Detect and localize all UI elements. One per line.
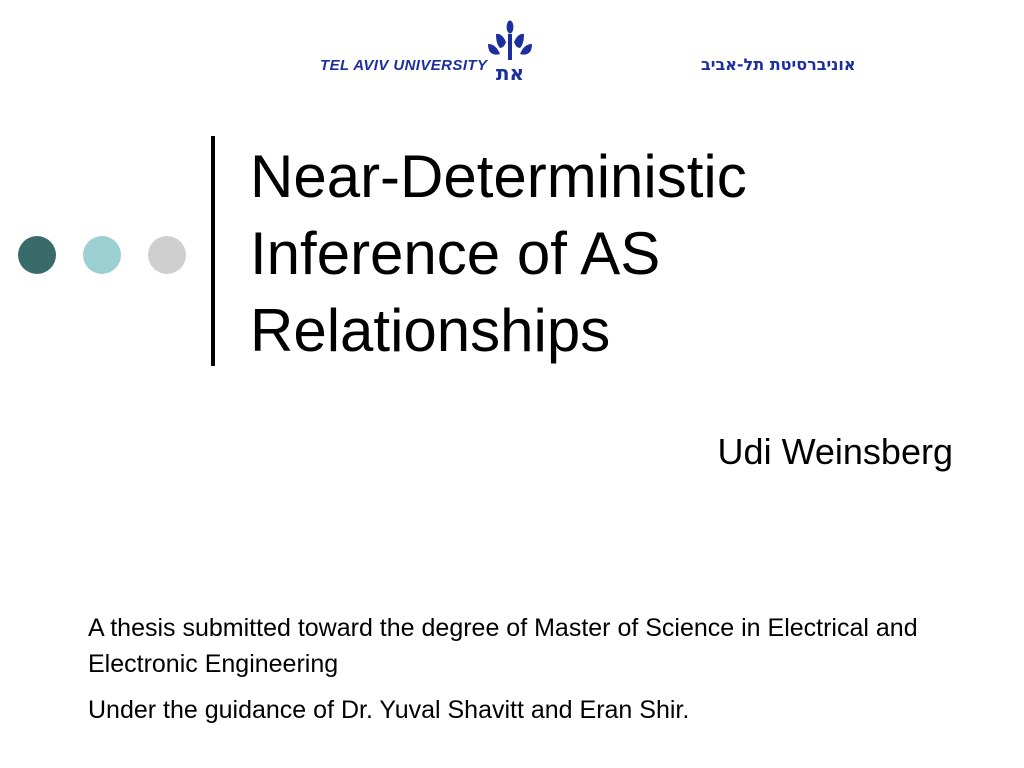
svg-text:את: את <box>495 61 525 85</box>
tel-aviv-university-logo <box>318 20 856 85</box>
thesis-description: A thesis submitted toward the degree of Master of Science in Electrical and Electronic Engineering <box>88 614 918 678</box>
author-name: Udi Weinsberg <box>717 431 953 472</box>
title-divider-line <box>211 136 215 366</box>
university-name-hebrew: אוניברסיטת תל-אביב <box>701 55 856 74</box>
decor-dot-gray <box>148 236 186 274</box>
title-line: Near-Deterministic <box>250 143 747 210</box>
advisors-line: Under the guidance of Dr. Yuval Shavitt and Eran Shir. <box>88 696 690 724</box>
slide-title <box>250 138 990 369</box>
decor-dot-dark <box>18 236 56 274</box>
university-emblem-icon <box>488 21 532 86</box>
title-line: Inference of AS <box>250 220 661 287</box>
title-line: Relationships <box>250 297 611 364</box>
decor-dot-light <box>83 236 121 274</box>
university-name-english: TEL AVIV UNIVERSITY <box>320 57 488 74</box>
